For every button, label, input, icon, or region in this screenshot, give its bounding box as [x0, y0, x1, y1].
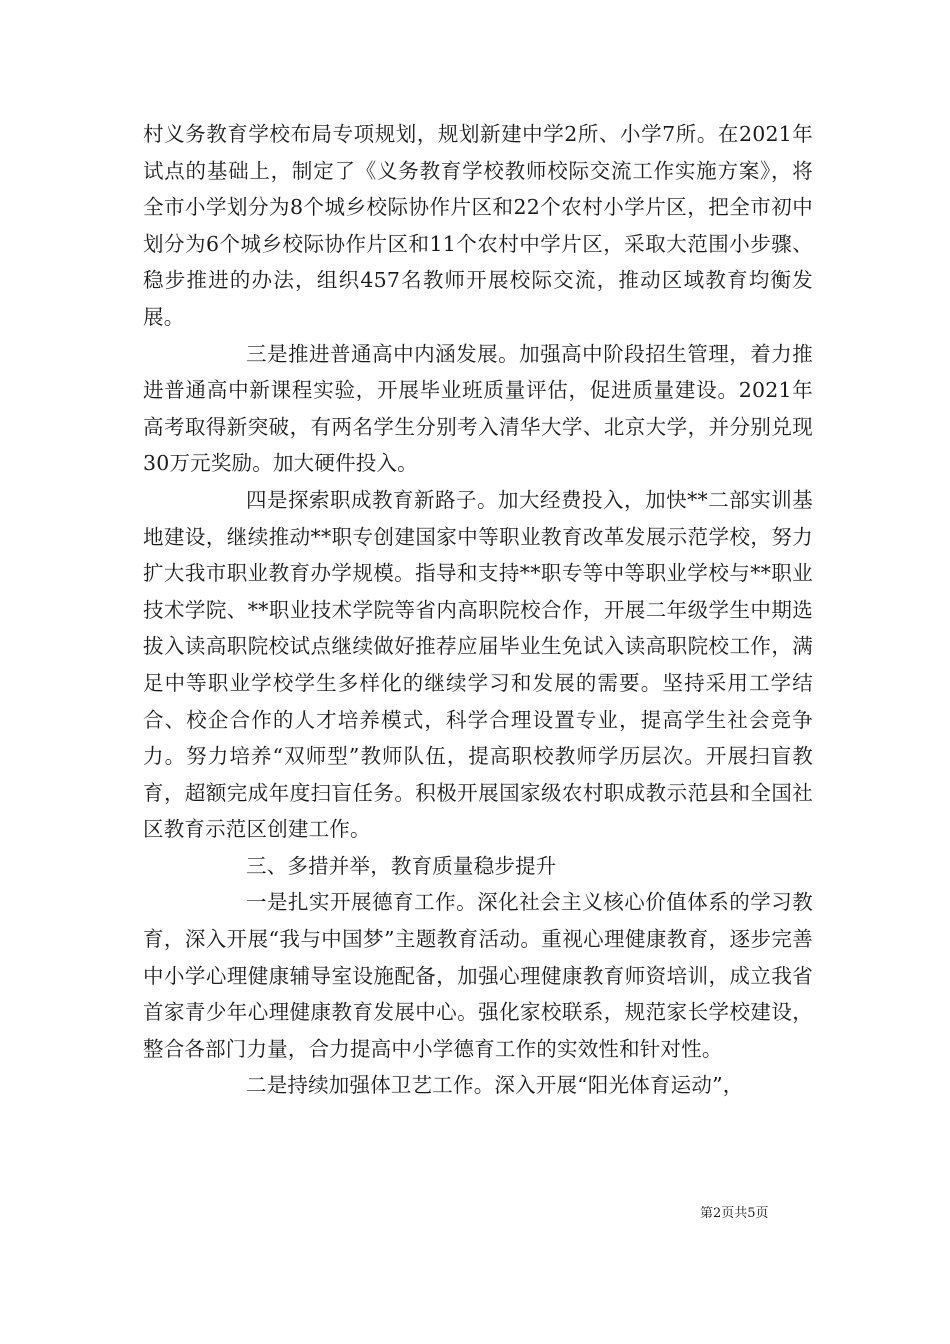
document-body	[143, 116, 813, 1104]
paragraph-sports-health-arts: 二是持续加强体卫艺工作。深入开展“阳光体育运动”，	[246, 1073, 744, 1098]
section-heading: 三、多措并举，教育质量稳步提升	[246, 853, 557, 878]
paragraph-vocational: 四是探索职成教育新路子。加大经费投入，加快**二部实训基地建设，继续推动**职专创建国家中等职业教育改革发展示范学校，努力扩大我市职业教育办学规模。指导和支持**职专等中等职业学校与**职业技术学院、**职业技术学院等省内高职院校合作，开展二年级学生中期选拔入读高职院校试点继续做好推荐应届毕业生免试入读高职院校工作，满足中等职业学校学生多样化的继续学习和发展的需要。坚持采用工学结合、校企合作的人才培养模式，科学合理设置专业，提高学生社会竞争力。努力培养“双师型”教师队伍，提高职校教师学历层次。开展扫盲教育，超额完成年度扫盲任务。积极开展国家级农村职成教示范县和全国社区教育示范区创建工作。	[143, 487, 813, 842]
paragraph-continuation: 村义务教育学校布局专项规划，规划新建中学2所、小学7所。在2021年试点的基础上，制定了《义务教育学校教师校际交流工作实施方案》，将全市小学划分为8个城乡校际协作片区和22个农村小学片区，把全市初中划分为6个城乡校际协作片区和11个农村中学片区，采取大范围小步骤、稳步推进的办法，组织457名教师开展校际交流，推动区域教育均衡发展。	[143, 122, 813, 329]
page-number: 第2页共5页	[700, 1206, 769, 1221]
paragraph-moral-education: 一是扎实开展德育工作。深化社会主义核心价值体系的学习教育，深入开展“我与中国梦”主题教育活动。重视心理健康教育，逐步完善中小学心理健康辅导室设施配备，加强心理健康教育师资培训，成立我省首家青少年心理健康教育发展中心。强化家校联系，规范家长学校建设，整合各部门力量，合力提高中小学德育工作的实效性和针对性。	[143, 890, 813, 1061]
paragraph-senior-high: 三是推进普通高中内涵发展。加强高中阶段招生管理，着力推进普通高中新课程实验，开展毕业班质量评估，促进质量建设。2021年高考取得新突破，有两名学生分别考入清华大学、北京大学，并分别兑现30万元奖励。加大硬件投入。	[143, 341, 813, 476]
